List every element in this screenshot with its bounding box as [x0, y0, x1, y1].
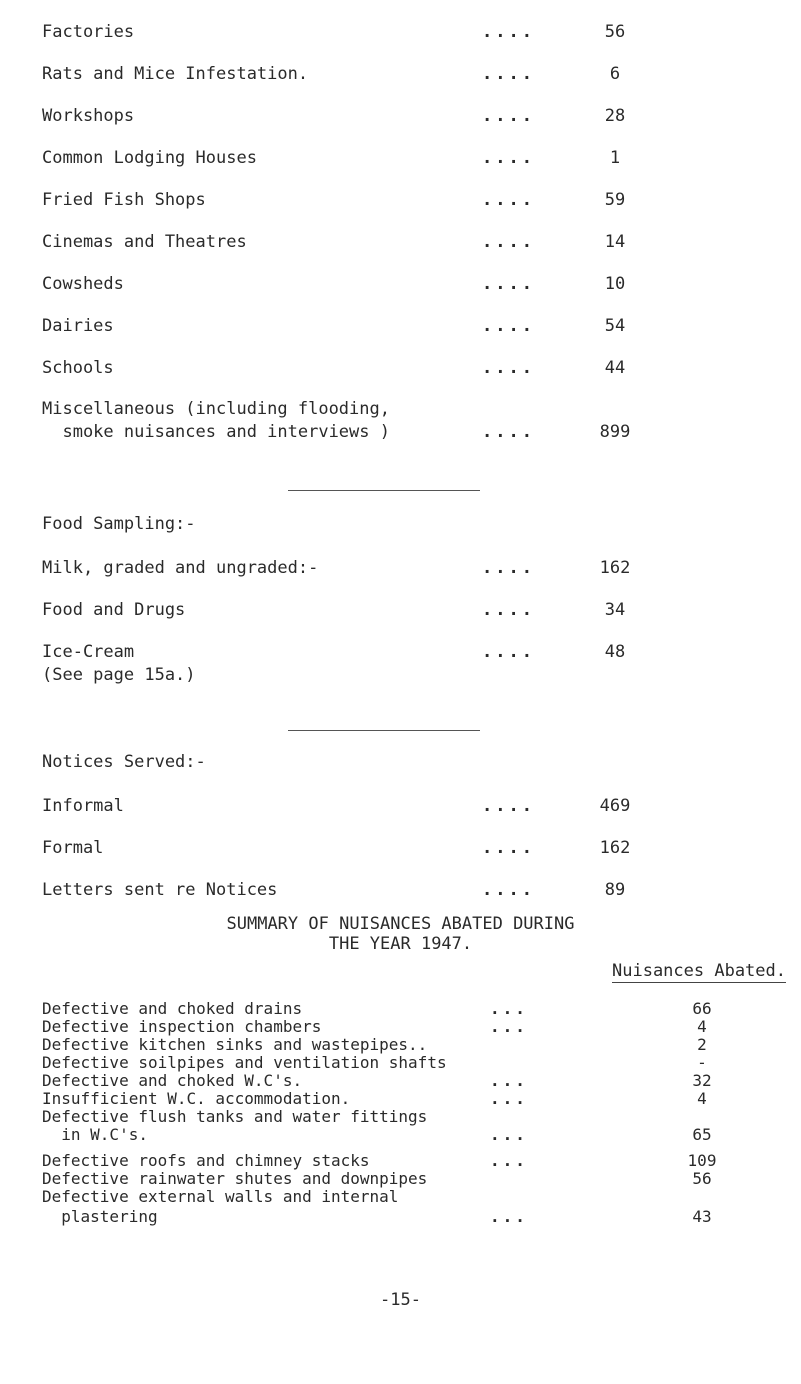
row-label: Defective flush tanks and water fittings [42, 1107, 428, 1126]
leader-dots: .... [482, 642, 535, 662]
table-row [42, 1000, 742, 1018]
item-value: 34 [604, 600, 626, 620]
list-item [0, 598, 801, 622]
leader-dots: .... [482, 22, 535, 42]
item-label: Cinemas and Theatres [42, 232, 247, 252]
item-label: Letters sent re Notices [42, 880, 278, 900]
leader-dots: .... [482, 358, 535, 378]
item-label: Schools [42, 358, 114, 378]
list-item [0, 640, 801, 664]
row-value: 66 [692, 999, 712, 1018]
leader-dots: .... [482, 600, 535, 620]
leader-dots: .... [482, 64, 535, 84]
list-item [0, 104, 801, 128]
item-value: 56 [604, 22, 626, 42]
item-label: Informal [42, 796, 124, 816]
item-value: 10 [604, 274, 626, 294]
page-number: -15- [380, 1290, 421, 1310]
list-item [0, 146, 801, 170]
item-label: Cowsheds [42, 274, 124, 294]
misc-label-line2: smoke nuisances and interviews ) [42, 422, 390, 442]
list-item [0, 878, 801, 902]
item-label: Formal [42, 838, 104, 858]
leader-dots: .... [482, 106, 535, 126]
item-label: Milk, graded and ungraded:- [42, 558, 319, 578]
list-item [0, 188, 801, 212]
table-row [42, 1018, 742, 1036]
row-label: Defective soilpipes and ventilation shafts [42, 1053, 447, 1072]
item-value: 54 [604, 316, 626, 336]
notices-heading: Notices Served:- [42, 752, 206, 772]
row-label: Defective external walls and internal [42, 1187, 399, 1206]
row-value: 109 [687, 1151, 717, 1170]
item-label: Fried Fish Shops [42, 190, 206, 210]
table-row [42, 1054, 742, 1072]
row-label: Defective roofs and chimney stacks [42, 1151, 370, 1170]
leader-dots: .... [482, 422, 535, 442]
leader-dots: .... [482, 274, 535, 294]
row-label: Defective kitchen sinks and wastepipes.. [42, 1035, 428, 1054]
row-value: 56 [692, 1169, 712, 1188]
item-value: 44 [604, 358, 626, 378]
leader-dots: .... [482, 232, 535, 252]
list-item [0, 20, 801, 44]
item-label: Common Lodging Houses [42, 148, 257, 168]
leader-dots: ... [490, 1071, 528, 1090]
row-label: Insufficient W.C. accommodation. [42, 1089, 351, 1108]
icecream-note: (See page 15a.) [42, 665, 196, 685]
row-value: 43 [692, 1207, 712, 1226]
item-label: Ice-Cream [42, 642, 135, 662]
list-item [0, 420, 801, 444]
leader-dots: ... [490, 1089, 528, 1108]
item-label: Dairies [42, 316, 114, 336]
list-item [0, 556, 801, 580]
misc-label-line1: Miscellaneous (including flooding, [42, 399, 390, 419]
table-row [42, 1072, 742, 1090]
leader-dots: .... [482, 796, 535, 816]
row-label: Defective rainwater shutes and downpipes [42, 1169, 428, 1188]
row-label: Defective and choked drains [42, 999, 303, 1018]
leader-dots: ... [490, 1125, 528, 1144]
leader-dots: ... [490, 1151, 528, 1170]
table-row [42, 1036, 742, 1054]
table-row [42, 1108, 742, 1126]
table-row [42, 1188, 742, 1206]
row-label: plastering [42, 1207, 158, 1226]
nuisances-abated-header: Nuisances Abated. [612, 961, 786, 981]
food-sampling-heading: Food Sampling:- [42, 514, 196, 534]
leader-dots: .... [482, 190, 535, 210]
table-row [42, 1170, 742, 1188]
item-value: 1 [609, 148, 621, 168]
item-label: Factories [42, 22, 135, 42]
row-label: Defective inspection chambers [42, 1017, 322, 1036]
summary-title-line2: THE YEAR 1947. [328, 934, 473, 954]
table-row [42, 1126, 742, 1144]
table-row [42, 1208, 742, 1226]
item-value: 59 [604, 190, 626, 210]
row-value: 4 [697, 1089, 707, 1108]
list-item [0, 230, 801, 254]
row-label: in W.C's. [42, 1125, 148, 1144]
leader-dots: .... [482, 316, 535, 336]
item-label: Food and Drugs [42, 600, 186, 620]
list-item [0, 836, 801, 860]
item-value: 162 [599, 558, 631, 578]
leader-dots: ... [490, 1207, 528, 1226]
table-row [42, 1152, 742, 1170]
leader-dots: ... [490, 1017, 528, 1036]
list-item [0, 62, 801, 86]
leader-dots: .... [482, 880, 535, 900]
row-value: 65 [692, 1125, 712, 1144]
item-label: Workshops [42, 106, 135, 126]
item-value: 469 [599, 796, 631, 816]
list-item [0, 794, 801, 818]
item-value: 28 [604, 106, 626, 126]
item-value: 14 [604, 232, 626, 252]
leader-dots: .... [482, 838, 535, 858]
misc-value: 899 [599, 422, 631, 442]
item-value: 6 [609, 64, 621, 84]
divider [288, 730, 480, 731]
item-value: 89 [604, 880, 626, 900]
divider [288, 490, 480, 491]
list-item [0, 272, 801, 296]
leader-dots: .... [482, 558, 535, 578]
list-item [0, 314, 801, 338]
item-label: Rats and Mice Infestation. [42, 64, 309, 84]
table-row [42, 1090, 742, 1108]
row-value: 4 [697, 1017, 707, 1036]
leader-dots: ... [490, 999, 528, 1018]
row-value: 32 [692, 1071, 712, 1090]
leader-dots: .... [482, 148, 535, 168]
list-item [0, 356, 801, 380]
item-value: 48 [604, 642, 626, 662]
row-label: Defective and choked W.C's. [42, 1071, 303, 1090]
row-value: 2 [697, 1035, 707, 1054]
item-value: 162 [599, 838, 631, 858]
summary-title-line1: SUMMARY OF NUISANCES ABATED DURING [226, 914, 575, 934]
row-value: - [697, 1053, 707, 1072]
